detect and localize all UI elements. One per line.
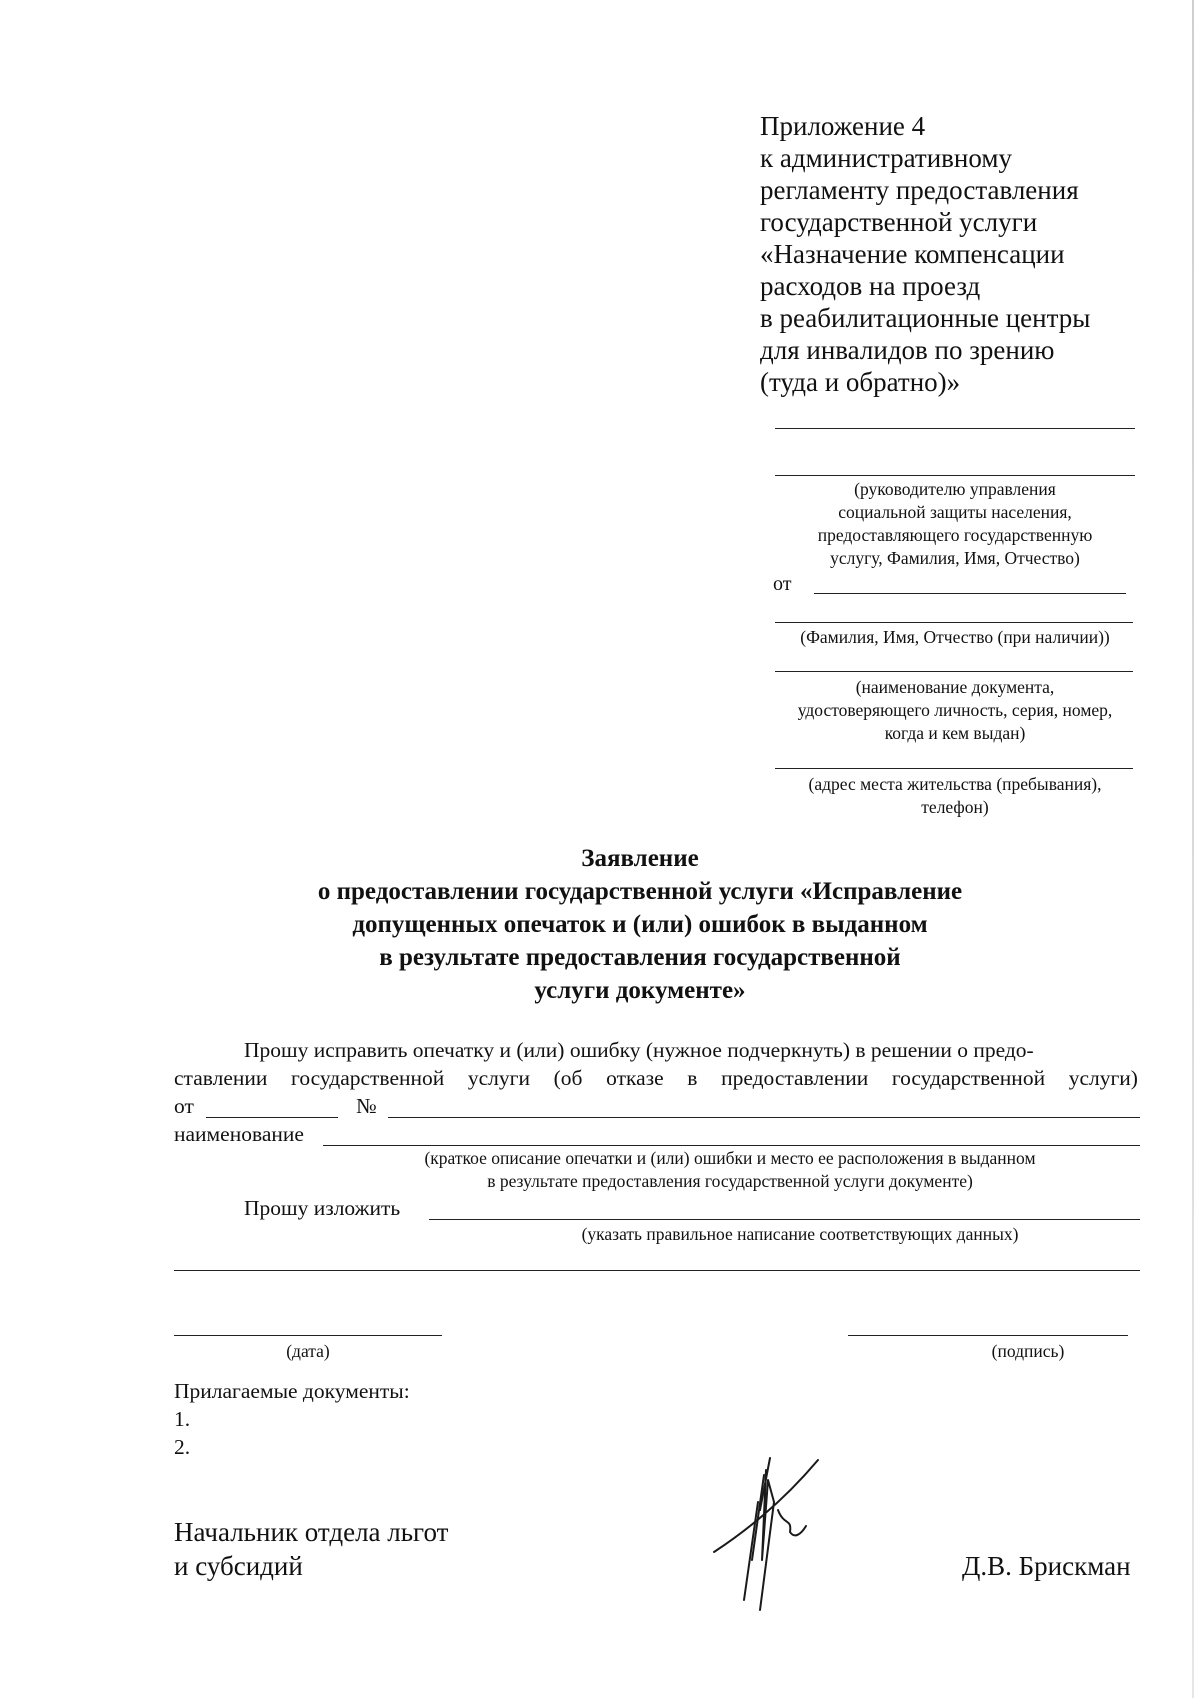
- official-position-line-2: и субсидий: [174, 1551, 303, 1581]
- request-line-1: Прошу исправить опечатку и (или) ошибку (нужное подчеркнуть) в решении о предо-: [244, 1038, 1034, 1062]
- decision-number-label: №: [356, 1094, 377, 1118]
- addressee-caption: (руководителю управления социальной защиты населения, предоставляющего государственную услугу, Фамилия, Имя, Отчество): [817, 479, 1093, 568]
- applicant-document-line[interactable]: [775, 671, 1133, 672]
- appendix-line: Приложение 4: [760, 111, 926, 141]
- appendix-line: к административному: [760, 143, 1012, 173]
- document-name-field[interactable]: [323, 1145, 1140, 1146]
- applicant-document-caption: (наименование документа, удостоверяющего личность, серия, номер, когда и кем выдан): [797, 677, 1113, 743]
- applicant-name-line[interactable]: [775, 622, 1133, 623]
- signature-field[interactable]: [848, 1335, 1128, 1336]
- restate-field[interactable]: [429, 1219, 1140, 1220]
- appendix-line: «Назначение компенсации: [760, 239, 1065, 269]
- appendix-line: для инвалидов по зрению: [760, 335, 1055, 365]
- restate-field-continuation[interactable]: [174, 1270, 1140, 1271]
- decision-number-field[interactable]: [388, 1117, 1140, 1118]
- attachments-title: Прилагаемые документы:: [174, 1379, 410, 1403]
- scan-page-edge: [1192, 0, 1194, 1698]
- request-line-2: ставлении государственной услуги (об отказе в предоставлении государственной услуги): [174, 1066, 1138, 1090]
- from-label: от: [773, 573, 792, 595]
- applicant-address-line[interactable]: [775, 768, 1133, 769]
- handwritten-signature-icon: [700, 1440, 840, 1620]
- appendix-line: в реабилитационные центры: [760, 303, 1091, 333]
- addressee-line-2[interactable]: [775, 475, 1135, 476]
- appendix-line: государственной услуги: [760, 207, 1038, 237]
- attachment-item: 2.: [174, 1435, 191, 1459]
- date-caption: (дата): [286, 1341, 330, 1361]
- appendix-line: (туда и обратно)»: [760, 367, 961, 397]
- statement-title: Заявление о предоставлении государственной услуги «Исправление допущенных опечаток и (или) ошибок в выданном в результате предоставления государственной услуги документе»: [317, 845, 963, 1004]
- appendix-line: регламенту предоставления: [760, 175, 1079, 205]
- appendix-line: расходов на проезд: [760, 271, 981, 301]
- applicant-address-caption: (адрес места жительства (пребывания), телефон): [808, 774, 1102, 817]
- signatory-name: Д.В. Брискман: [962, 1551, 1131, 1581]
- appendix-header: [760, 110, 1160, 398]
- decision-from-label: от: [174, 1094, 194, 1118]
- date-field[interactable]: [174, 1335, 442, 1336]
- document-name-label: наименование: [174, 1122, 304, 1146]
- decision-date-field[interactable]: [206, 1117, 338, 1118]
- restate-caption: (указать правильное написание соответствующих данных): [581, 1224, 1019, 1244]
- addressee-line-1[interactable]: [775, 428, 1135, 429]
- restate-label: Прошу изложить: [244, 1196, 401, 1220]
- signature-caption: (подпись): [991, 1341, 1065, 1361]
- description-caption: (краткое описание опечатки и (или) ошибки и место ее расположения в выданном в результате предоставления государственной услуги документе): [424, 1148, 1036, 1191]
- official-position-line-1: Начальник отдела льгот: [174, 1517, 449, 1547]
- applicant-name-caption: (Фамилия, Имя, Отчество (при наличии)): [800, 627, 1110, 647]
- applicant-from-line[interactable]: [814, 593, 1126, 594]
- attachment-item: 1.: [174, 1407, 191, 1431]
